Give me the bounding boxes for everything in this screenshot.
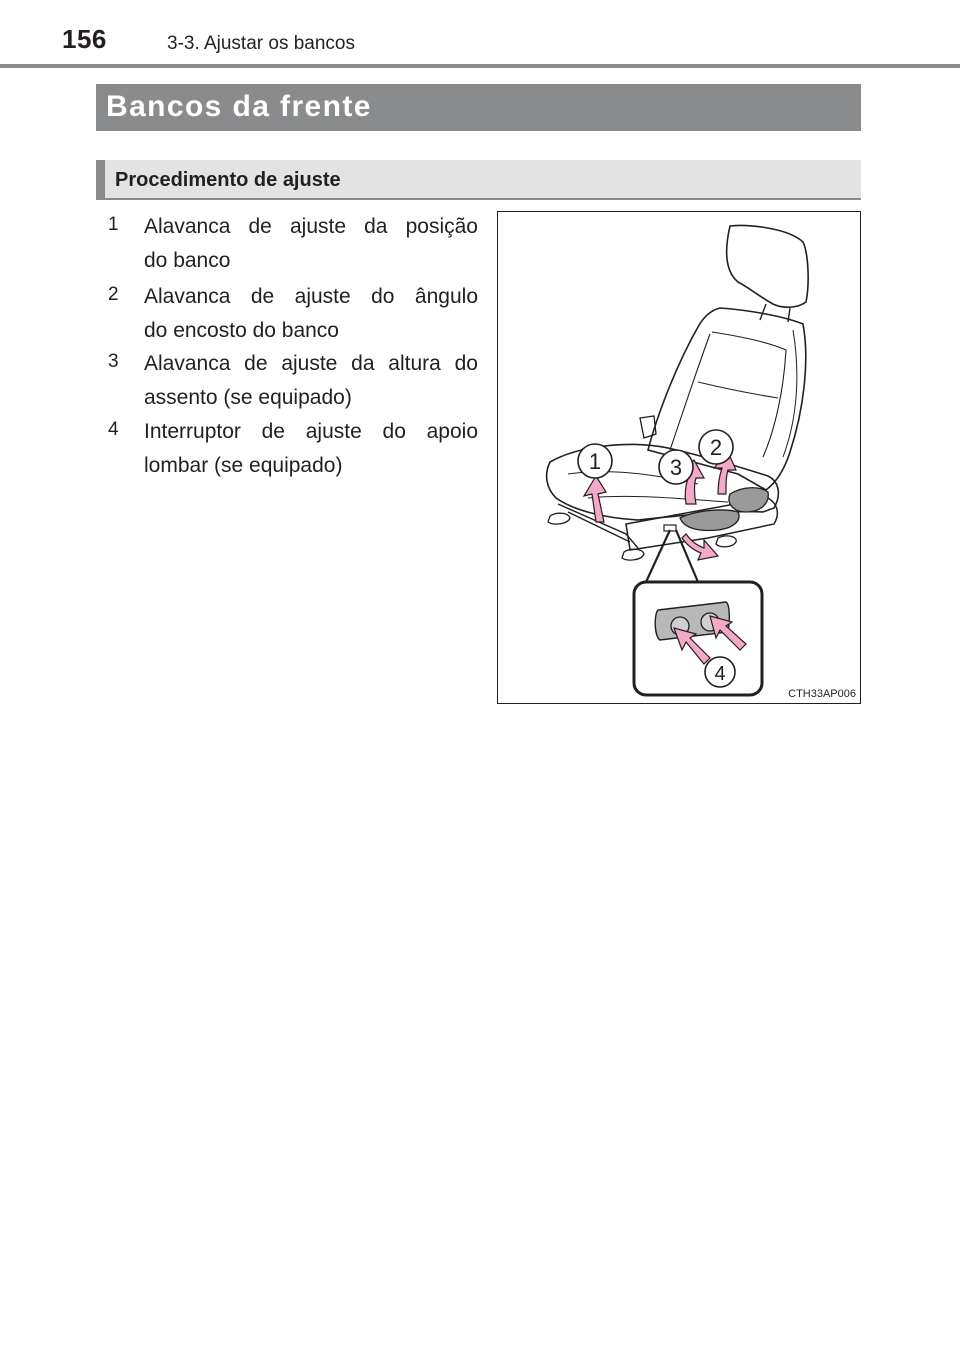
callout-2-label: 2	[709, 435, 723, 460]
figure-code: CTH33AP006	[788, 688, 856, 700]
seat-illustration	[497, 211, 861, 704]
subsection-bar	[96, 160, 105, 198]
item-line: do encosto do banco	[144, 319, 339, 342]
item-number: 1	[108, 214, 119, 235]
item-line: Interruptor de ajuste do apoio	[144, 420, 478, 443]
seatback-seam	[698, 382, 778, 398]
item-line: lombar (se equipado)	[144, 454, 343, 477]
chapter-title: 3-3. Ajustar os bancos	[167, 33, 355, 54]
item-line: Alavanca de ajuste do ângulo	[144, 285, 478, 308]
callout-1-label: 1	[588, 449, 602, 474]
subsection-banner	[96, 160, 861, 200]
subsection-title: Procedimento de ajuste	[115, 169, 341, 191]
item-line: do banco	[144, 249, 231, 272]
item-line: Alavanca de ajuste da posição	[144, 215, 478, 238]
item-line: Alavanca de ajuste da altura do	[144, 352, 478, 375]
callout-4-label: 4	[714, 663, 726, 685]
arrow-1	[584, 476, 606, 522]
inset-box	[634, 582, 762, 695]
belt-buckle	[640, 416, 656, 438]
item-number: 4	[108, 419, 119, 440]
item-line: assento (se equipado)	[144, 386, 352, 409]
item-number: 3	[108, 351, 119, 372]
rail-foot	[622, 549, 644, 560]
callout-3-label: 3	[669, 455, 683, 480]
inset-leader	[646, 530, 698, 582]
item-number: 2	[108, 284, 119, 305]
item-text	[144, 210, 478, 278]
rail-foot	[716, 536, 736, 547]
recline-lever	[729, 488, 768, 512]
section-banner	[96, 84, 861, 131]
item-text	[144, 415, 478, 483]
item-text	[144, 280, 478, 348]
page-number: 156	[62, 24, 107, 54]
seat-drawing	[498, 212, 860, 703]
rail-foot	[548, 513, 570, 524]
item-text	[144, 347, 478, 415]
section-title: Bancos da frente	[106, 90, 372, 123]
header-rule	[0, 64, 960, 68]
headrest-outline	[727, 226, 808, 308]
